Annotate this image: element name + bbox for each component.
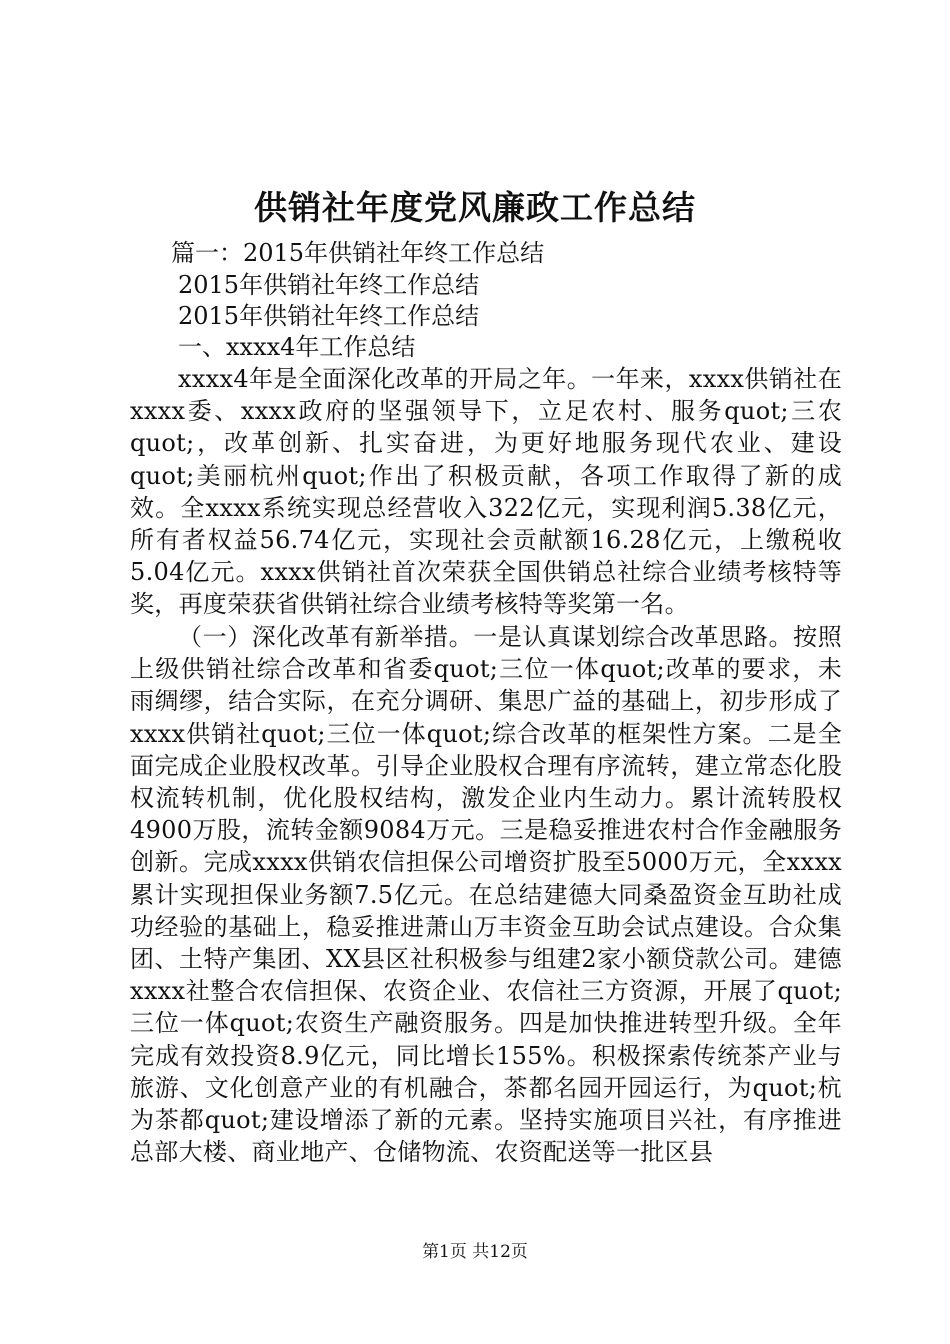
article-heading: 篇一：2015年供销社年终工作总结 (171, 239, 545, 267)
article-subtitle: 2015年供销社年终工作总结 (178, 271, 480, 299)
article-subtitle-repeat: 2015年供销社年终工作总结 (178, 302, 480, 330)
page-number-footer: 第1页 共12页 (422, 1242, 528, 1262)
document-title: 供销社年度党风廉政工作总结 (254, 188, 696, 227)
section-heading: 一、xxxx4年工作总结 (178, 333, 416, 361)
body-paragraph-reform: （一）深化改革有新举措。一是认真谋划综合改革思路。按照上级供销社综合改革和省委quot;三位一体quot;改革的要求，未雨绸缪，结合实际，在充分调研、集思广益的基础上，初步形成了xxxx供销社quot;三位一体quot;综合改革的框架性方案。二是全面完成企业股权改革。引导企业股权合理有序流转，建立常态化股权流转机制，优化股权结构，激发企业内生动力。累计流转股权4900万股，流转金额9084万元。三是稳妥推进农村合作金融服务创新。完成xxxx供销农信担保公司增资扩股至5000万元，全xxxx累计实现担保业务额7.5亿元。在总结建德大同桑盈资金互助社成功经验的基础上，稳妥推进萧山万丰资金互助会试点建设。合众集团、土特产集团、XX县区社积极参与组建2家小额贷款公司。建德xxxx社整合农信担保、农资企业、农信社三方资源，开展了quot;三位一体quot;农资生产融资服务。四是加快推进转型升级。全年完成有效投资8.9亿元，同比增长155%。积极探索传统茶产业与旅游、文化创意产业的有机融合，茶都名园开园运行，为quot;杭为茶都quot;建设增添了新的元素。坚持实施项目兴社，有序推进总部大楼、商业地产、仓储物流、农资配送等一批区县 (130, 623, 842, 1167)
body-paragraph-intro: xxxx4年是全面深化改革的开局之年。一年来，xxxx供销社在xxxx委、xxxx政府的坚强领导下，立足农村、服务quot;三农quot;，改革创新、扎实奋进，为更好地服务现代农业、建设quot;美丽杭州quot;作出了积极贡献，各项工作取得了新的成效。全xxxx系统实现总经营收入322亿元，实现利润5.38亿元，所有者权益56.74亿元，实现社会贡献额16.28亿元，上缴税收5.04亿元。xxxx供销社首次荣获全国供销总社综合业绩考核特等奖，再度荣获省供销社综合业绩考核特等奖第一名。 (130, 365, 842, 619)
